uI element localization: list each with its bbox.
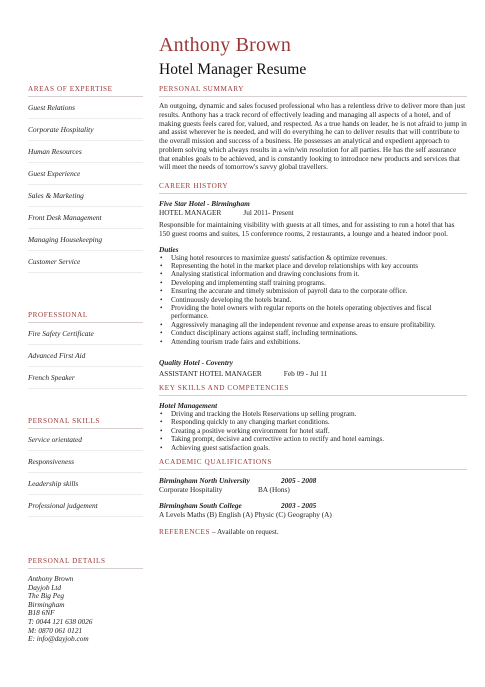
professional-item: French Speaker bbox=[28, 367, 143, 389]
personal-skills-heading: PERSONAL SKILLS bbox=[28, 417, 143, 429]
expertise-item: Guest Experience bbox=[28, 163, 143, 185]
duty-item: • Developing and implementing staff training programs. bbox=[159, 279, 467, 287]
job2-position-row bbox=[159, 369, 467, 378]
references-text: – Available on request. bbox=[210, 527, 279, 536]
duty-item: • Ensuring the accurate and timely submission of payroll data to the corporate office. bbox=[159, 287, 467, 295]
personal-skills-list bbox=[28, 429, 143, 517]
academic-entry-2-detail bbox=[159, 510, 467, 519]
detail-email[interactable]: E: info@dayjob.com bbox=[28, 634, 89, 644]
expertise-item: Human Resources bbox=[28, 141, 143, 163]
duty-item: • Attending tourism trade fairs and exhibitions. bbox=[159, 338, 467, 346]
career-heading: CAREER HISTORY bbox=[159, 182, 467, 194]
job2-company: Quality Hotel - Coventry bbox=[159, 357, 233, 367]
skill-item: • Driving and tracking the Hotels Reservations up selling program. bbox=[159, 410, 467, 418]
duties-heading: Duties bbox=[159, 244, 179, 254]
job1-dates: Jul 2011- Present bbox=[243, 208, 294, 217]
job1-description: Responsible for maintaining visibility with guests at all times, and for assisting to run a hotel that has 150 guest rooms and suites, 15 conference rooms, 2 restaurants, a lounge and a heated indoor pool. bbox=[159, 220, 455, 238]
detail-postcode: B18 6NF bbox=[28, 608, 55, 618]
academic-heading: ACADEMIC QUALIFICATIONS bbox=[159, 458, 467, 470]
detail-name: Anthony Brown bbox=[28, 574, 74, 583]
course-grade: BA (Hons) bbox=[258, 485, 290, 494]
job1-company: Five Star Hotel - Birmingham bbox=[159, 199, 250, 208]
summary-text: An outgoing, dynamic and sales focused professional who has a relentless drive to deliver more than just results. Anthony has a track record of effectively leading and managing all aspects of a hotel, and of making guests feels cared for, valued, and respected. As a true hands on leader, he is not afraid to jump in and assist wherever he is needed, and will do everything he can to deliver results that will contribute to the overall mission and success of a business. He possesses an analytical and expedient approach to problem solving which always results in a win/win resolution for all parties. He has the self assurance that enables goals to be achieved, and is constantly looking to introduce new products and services that will meet the needs of tomorrow's savvy global travellers. bbox=[159, 101, 467, 172]
school-name: Birmingham North University bbox=[159, 476, 250, 485]
personal-details-heading: PERSONAL DETAILS bbox=[28, 557, 143, 569]
job1-position-row bbox=[159, 208, 467, 217]
skill-item: • Achieving guest satisfaction goals. bbox=[159, 444, 467, 452]
school-dates: 2003 - 2005 bbox=[281, 501, 317, 510]
professional-item: Advanced First Aid bbox=[28, 345, 143, 367]
duties-list bbox=[159, 254, 467, 346]
duty-item: • Analysing statistical information and drawing conclusions from it. bbox=[159, 270, 467, 278]
expertise-item: Sales & Marketing bbox=[28, 185, 143, 207]
job1-position: HOTEL MANAGER bbox=[159, 208, 222, 217]
academic-entry-1 bbox=[159, 476, 467, 485]
academic-entry-1-detail bbox=[159, 485, 467, 494]
duty-item: • Representing the hotel in the market place and develop relationships with key accounts bbox=[159, 262, 467, 270]
summary-heading: PERSONAL SUMMARY bbox=[159, 85, 467, 97]
detail-mobile: M: 0870 061 0121 bbox=[28, 625, 83, 635]
skills-heading: KEY SKILLS AND COMPETENCIES bbox=[159, 384, 467, 396]
expertise-item: Corporate Hospitality bbox=[28, 119, 143, 141]
references-heading: REFERENCES bbox=[159, 528, 211, 536]
skill-item: • Taking prompt, decisive and corrective action to rectify and hotel earnings. bbox=[159, 435, 467, 443]
detail-company: Dayjob Ltd bbox=[28, 582, 62, 592]
resume-title: Hotel Manager Resume bbox=[159, 61, 307, 78]
main-content bbox=[159, 85, 467, 536]
personal-details bbox=[28, 575, 143, 644]
school-name: Birmingham South College bbox=[159, 501, 242, 510]
professional-item: Fire Safety Certificate bbox=[28, 323, 143, 345]
references-line bbox=[159, 527, 467, 536]
course-subject: A Levels Maths (B) English (A) Physic (C) Geography (A) bbox=[159, 510, 332, 519]
expertise-heading: AREAS OF EXPERTISE bbox=[28, 85, 143, 97]
sidebar bbox=[28, 85, 143, 644]
professional-heading: PROFESSIONAL bbox=[28, 311, 143, 323]
detail-address-line: The Big Peg bbox=[28, 591, 65, 601]
skill-item: • Creating a positive working environment for hotel staff. bbox=[159, 427, 467, 435]
expertise-list bbox=[28, 97, 143, 273]
skills-list bbox=[159, 410, 467, 452]
expertise-item: Managing Housekeeping bbox=[28, 229, 143, 251]
detail-city: Birmingham bbox=[28, 599, 65, 609]
expertise-item: Front Desk Management bbox=[28, 207, 143, 229]
personal-skill-item: Service orientated bbox=[28, 429, 143, 451]
academic-entry-2 bbox=[159, 501, 467, 510]
duty-item: • Conduct disciplinary actions against staff, including terminations. bbox=[159, 329, 467, 337]
duty-item: • Aggressively managing all the independent revenue and expense areas to ensure profitability. bbox=[159, 321, 467, 329]
personal-skill-item: Leadership skills bbox=[28, 473, 143, 495]
duty-item: • Continuously developing the hotels brand. bbox=[159, 296, 467, 304]
personal-skill-item: Responsiveness bbox=[28, 451, 143, 473]
expertise-item: Customer Service bbox=[28, 251, 143, 273]
professional-list bbox=[28, 323, 143, 389]
course-subject: Corporate Hospitality bbox=[159, 485, 223, 494]
skills-subheading: Hotel Management bbox=[159, 400, 218, 410]
candidate-name: Anthony Brown bbox=[159, 34, 292, 56]
duty-item: • Providing the hotel owners with regular reports on the hotels operating objectives and fiscal performance. bbox=[159, 304, 467, 321]
detail-telephone: T: 0044 121 638 0026 bbox=[28, 616, 93, 626]
job2-position: ASSISTANT HOTEL MANAGER bbox=[159, 368, 262, 378]
job2-dates: Feb 09 - Jul 11 bbox=[283, 368, 328, 378]
school-dates: 2005 - 2008 bbox=[281, 476, 317, 485]
personal-skill-item: Professional judgement bbox=[28, 495, 143, 517]
skill-item: • Responding quickly to any changing market conditions. bbox=[159, 418, 467, 426]
expertise-item: Guest Relations bbox=[28, 97, 143, 119]
duty-item: • Using hotel resources to maximize guests' satisfaction & optimize revenues. bbox=[159, 254, 467, 262]
